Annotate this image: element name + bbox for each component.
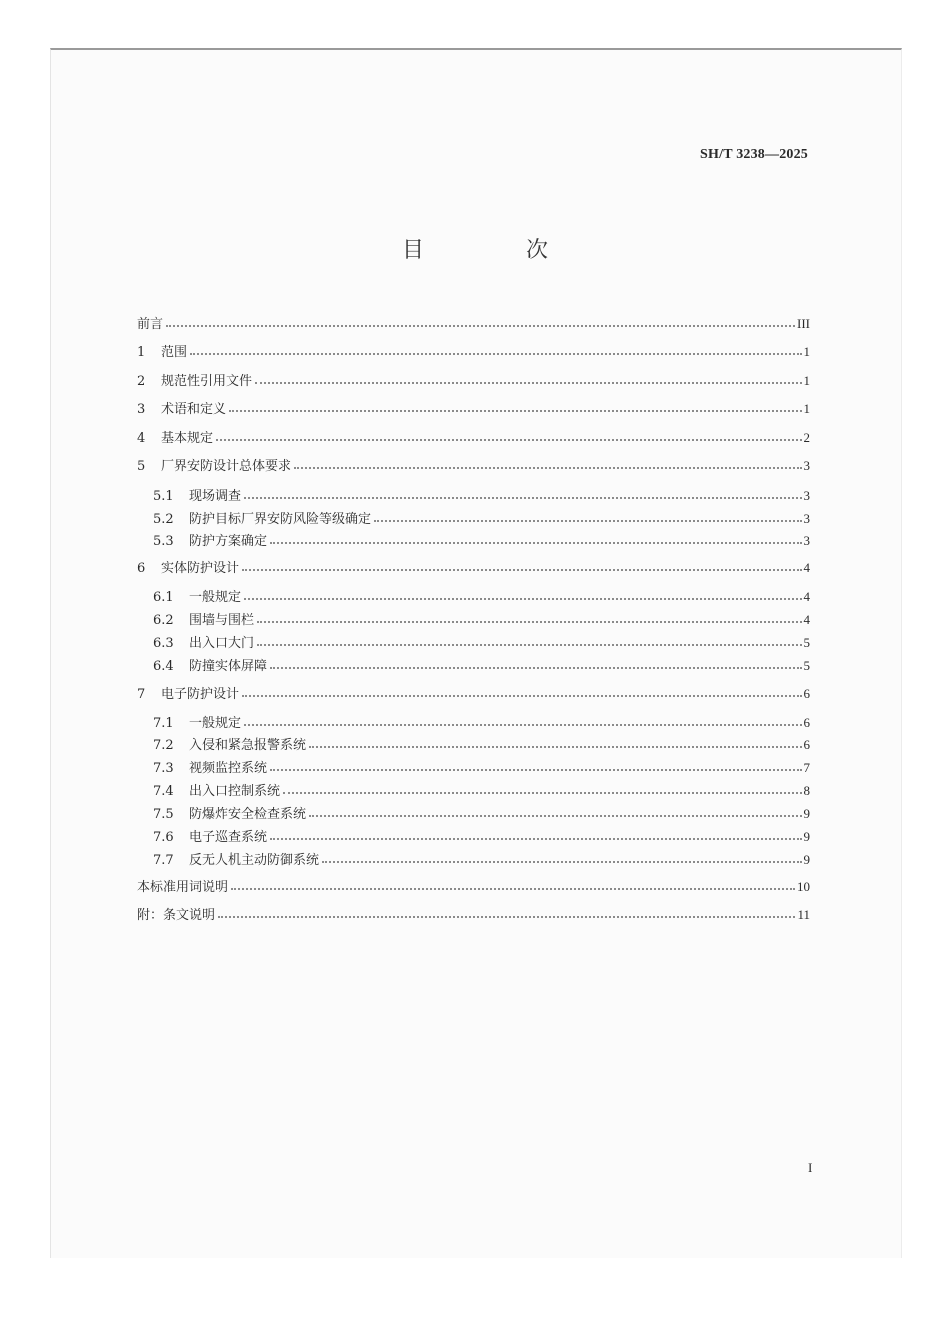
toc-entry-page: 8 (803, 783, 810, 798)
toc-entry[interactable] (137, 310, 810, 332)
toc-entry-page: 2 (803, 430, 810, 445)
toc-entry-label: 电子巡查系统 (189, 830, 268, 845)
toc-entry-label: 反无人机主动防御系统 (189, 853, 320, 868)
toc-entry-number: 5 (137, 459, 146, 474)
toc-entry-label: 出入口大门 (189, 636, 255, 651)
toc-entry-label: 现场调查 (189, 489, 242, 504)
toc-entry-page: 9 (803, 829, 810, 844)
toc-entry-page: 6 (803, 686, 810, 701)
dot-leader (244, 497, 801, 499)
dot-leader (309, 746, 801, 748)
toc-entry[interactable] (137, 554, 810, 576)
dot-leader (229, 410, 801, 412)
toc-entry-page: 1 (803, 344, 810, 359)
toc-entry-number: 6 (137, 561, 146, 576)
toc-entry[interactable] (137, 800, 810, 822)
toc-entry[interactable] (137, 873, 810, 895)
toc-entry[interactable] (137, 629, 810, 651)
toc-entry-page: 3 (803, 511, 810, 526)
toc-entry-number: 6.3 (153, 636, 174, 651)
toc-entry-page: 3 (803, 488, 810, 503)
dot-leader (255, 382, 801, 384)
toc-entry-label: 术语和定义 (161, 402, 227, 417)
toc-entry-number: 6.4 (153, 659, 174, 674)
dot-leader (294, 467, 801, 469)
toc-entry-label: 防撞实体屏障 (189, 659, 268, 674)
toc-entry-page: 6 (803, 715, 810, 730)
toc-entry-number: 7.3 (153, 761, 174, 776)
dot-leader (322, 861, 801, 863)
toc-entry-number: 5.3 (153, 534, 174, 549)
toc-entry[interactable] (137, 482, 810, 504)
toc-entry-label: 一般规定 (189, 716, 242, 731)
dot-leader (244, 724, 801, 726)
toc-entry-page: 4 (803, 560, 810, 575)
toc-entry-number: 3 (137, 402, 146, 417)
toc-entry-page: 9 (803, 852, 810, 867)
toc-entry[interactable] (137, 583, 810, 605)
toc-entry-number: 6.1 (153, 590, 174, 605)
toc-entry[interactable] (137, 777, 810, 799)
standard-code: SH/T 3238—2025 (700, 147, 808, 162)
toc-entry[interactable] (137, 680, 810, 702)
toc-entry-number: 7.1 (153, 716, 174, 731)
toc-entry-label: 防护方案确定 (189, 534, 268, 549)
toc-entry-number: 6.2 (153, 613, 174, 628)
dot-leader (257, 621, 801, 623)
dot-leader (309, 815, 801, 817)
toc-entry[interactable] (137, 754, 810, 776)
toc-entry-label: 视频监控系统 (189, 761, 268, 776)
toc-entry[interactable] (137, 424, 810, 446)
dot-leader (374, 520, 801, 522)
toc-entry[interactable] (137, 731, 810, 753)
dot-leader (242, 569, 801, 571)
page-title: 目 次 (401, 238, 588, 263)
dot-leader (283, 792, 801, 794)
toc-entry-page: 4 (803, 589, 810, 604)
toc-entry-label: 规范性引用文件 (161, 374, 253, 389)
toc-entry-number: 7.6 (153, 830, 174, 845)
dot-leader (244, 598, 801, 600)
toc-entry-label: 一般规定 (189, 590, 242, 605)
toc-entry-label: 范围 (161, 345, 188, 360)
toc-entry-page: 5 (803, 635, 810, 650)
toc-entry-page: 3 (803, 458, 810, 473)
toc-entry-number: 7.2 (153, 738, 174, 753)
toc-entry-number: 5.2 (153, 512, 174, 527)
dot-leader (216, 439, 801, 441)
toc-entry-page: 5 (803, 658, 810, 673)
toc-entry-label: 电子防护设计 (161, 687, 240, 702)
dot-leader (231, 888, 795, 890)
toc-entry[interactable] (137, 823, 810, 845)
toc-entry-page: 1 (803, 373, 810, 388)
page-number: I (808, 1160, 813, 1175)
dot-leader (270, 838, 801, 840)
toc-entry-label: 附：条文说明 (137, 908, 216, 923)
toc-entry-page: 7 (803, 760, 810, 775)
toc-entry-page: 6 (803, 737, 810, 752)
dot-leader (166, 325, 795, 327)
toc-entry-number: 1 (137, 345, 146, 360)
dot-leader (218, 916, 795, 918)
dot-leader (190, 353, 801, 355)
dot-leader (257, 644, 801, 646)
toc-entry[interactable] (137, 395, 810, 417)
toc-entry-number: 5.1 (153, 489, 174, 504)
toc-entry-page: 1 (803, 401, 810, 416)
toc-entry[interactable] (137, 606, 810, 628)
toc-entry[interactable] (137, 901, 810, 923)
toc-entry[interactable] (137, 505, 810, 527)
toc-entry[interactable] (137, 338, 810, 360)
toc-entry-label: 本标准用词说明 (137, 880, 229, 895)
toc-entry-number: 2 (137, 374, 146, 389)
toc-entry-number: 7 (137, 687, 146, 702)
toc-entry[interactable] (137, 846, 810, 868)
toc-entry-page: III (797, 316, 810, 331)
toc-entry[interactable] (137, 652, 810, 674)
toc-entry-page: 9 (803, 806, 810, 821)
toc-entry-number: 7.7 (153, 853, 174, 868)
toc-entry-number: 7.5 (153, 807, 174, 822)
toc-entry[interactable] (137, 709, 810, 731)
toc-entry-label: 防护目标厂界安防风险等级确定 (189, 512, 372, 527)
toc-entry-number: 4 (137, 431, 146, 446)
toc-entry-page: 3 (803, 533, 810, 548)
toc-entry-label: 厂界安防设计总体要求 (161, 459, 292, 474)
toc-entry[interactable] (137, 367, 810, 389)
toc-entry-label: 基本规定 (161, 431, 214, 446)
dot-leader (242, 695, 801, 697)
toc-entry-label: 出入口控制系统 (189, 784, 281, 799)
toc-entry[interactable] (137, 527, 810, 549)
toc-entry[interactable] (137, 452, 810, 474)
toc-entry-page: 4 (803, 612, 810, 627)
toc-entry-label: 围墙与围栏 (189, 613, 255, 628)
dot-leader (270, 542, 801, 544)
toc-entry-label: 前言 (137, 317, 164, 332)
toc-entry-label: 防爆炸安全检查系统 (189, 807, 307, 822)
toc-entry-label: 入侵和紧急报警系统 (189, 738, 307, 753)
toc-entry-number: 7.4 (153, 784, 174, 799)
toc-entry-label: 实体防护设计 (161, 561, 240, 576)
toc-entry-page: 11 (797, 907, 810, 922)
dot-leader (270, 667, 801, 669)
dot-leader (270, 769, 801, 771)
toc-entry-page: 10 (797, 879, 810, 894)
